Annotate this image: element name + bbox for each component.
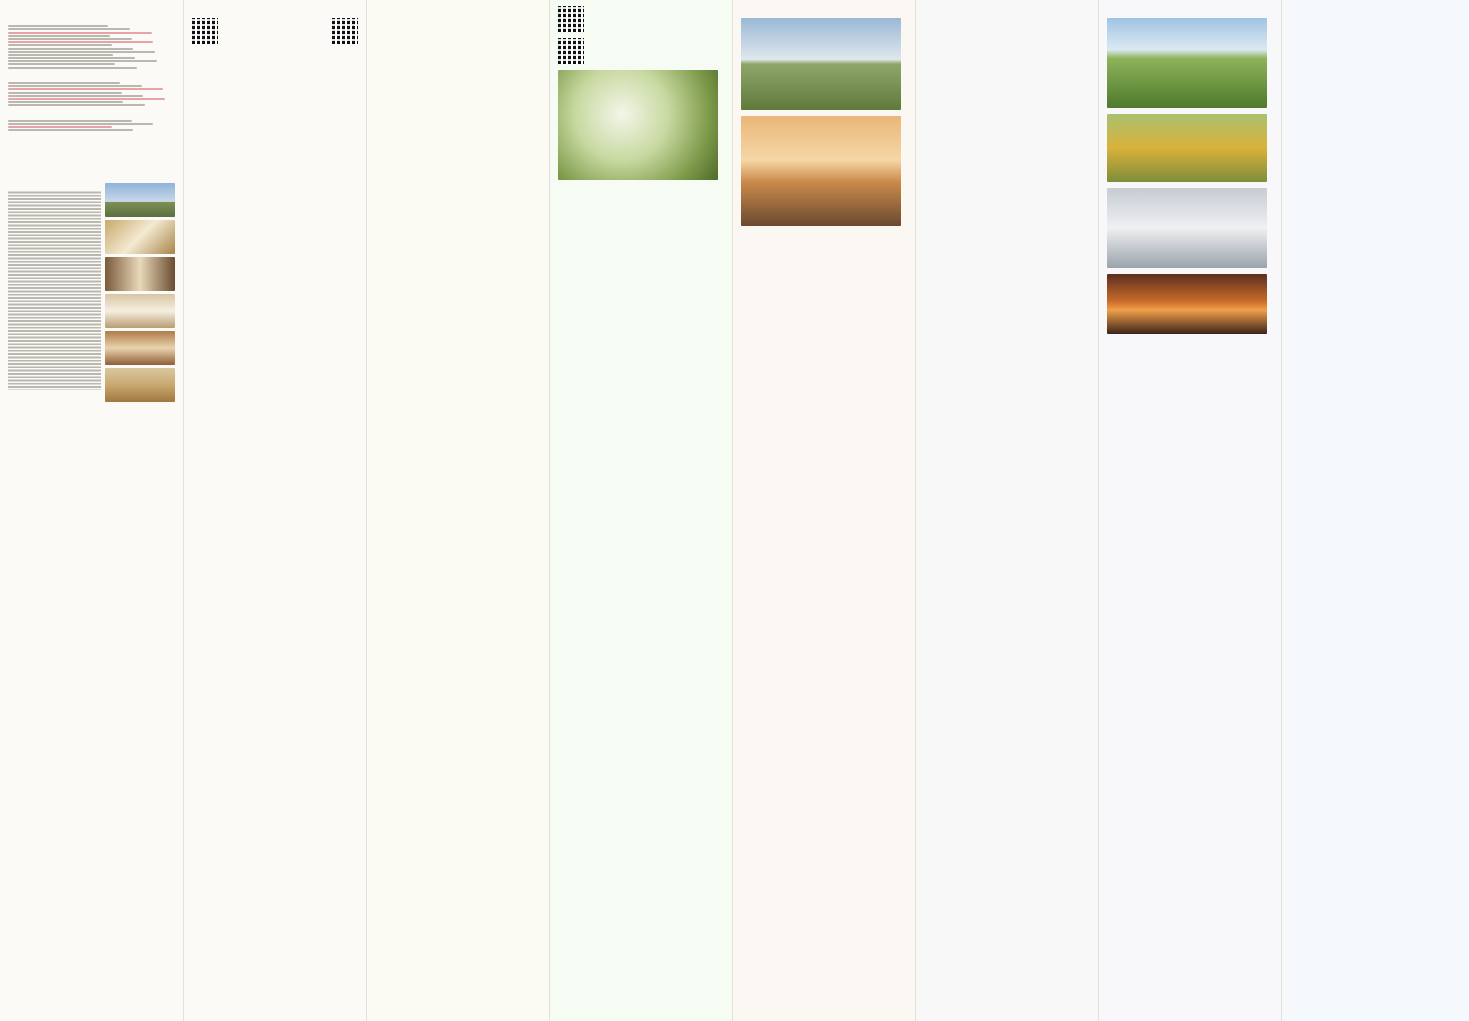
sunrise-photo	[741, 116, 901, 226]
church-photo-6	[105, 368, 175, 402]
entry-row	[8, 18, 175, 70]
freizeit-header	[192, 18, 358, 44]
church-photo-2	[105, 220, 175, 254]
entry-row	[8, 113, 175, 133]
column-dienstleistung-2	[1098, 0, 1281, 1021]
entry-heading	[8, 75, 175, 81]
list-entry	[8, 113, 175, 133]
church-photo-1	[105, 183, 175, 217]
column-gastronomie	[549, 0, 732, 1021]
column-freizeit	[366, 0, 549, 1021]
entry-heading	[8, 113, 175, 119]
column-dienstleistung-1	[915, 0, 1098, 1021]
column-nahversorger	[732, 0, 915, 1021]
winter-photo	[1107, 188, 1267, 268]
column-notfall	[0, 0, 183, 1021]
entry-row	[8, 75, 175, 108]
pfarrkirche-block	[8, 183, 175, 402]
entry-text	[8, 113, 175, 133]
entry-heading	[8, 18, 175, 24]
blossom-photo	[558, 70, 718, 180]
qr-code-icon	[192, 18, 218, 44]
autumn-photo	[1107, 114, 1267, 182]
entry-details	[8, 82, 175, 106]
beherbergung-header	[558, 38, 724, 64]
qr-code-icon	[558, 6, 584, 32]
entry-details	[8, 25, 175, 68]
list-entry	[8, 18, 175, 70]
summer-photo	[1107, 18, 1267, 108]
entry-text	[8, 18, 175, 70]
column-gesundheit	[1281, 0, 1469, 1021]
entry-text	[8, 75, 175, 108]
qr-code-icon	[558, 38, 584, 64]
entry-details	[8, 120, 175, 132]
church-photo-3	[105, 257, 175, 291]
qr-code-icon	[332, 18, 358, 44]
gastronomie-header	[558, 6, 724, 32]
church-photo-5	[105, 331, 175, 365]
church-photo-4	[105, 294, 175, 328]
notfall-list	[8, 18, 175, 132]
panorama-photo	[741, 18, 901, 110]
list-entry	[8, 75, 175, 108]
sunset-photo	[1107, 274, 1267, 334]
column-oeffentlich	[183, 0, 366, 1021]
